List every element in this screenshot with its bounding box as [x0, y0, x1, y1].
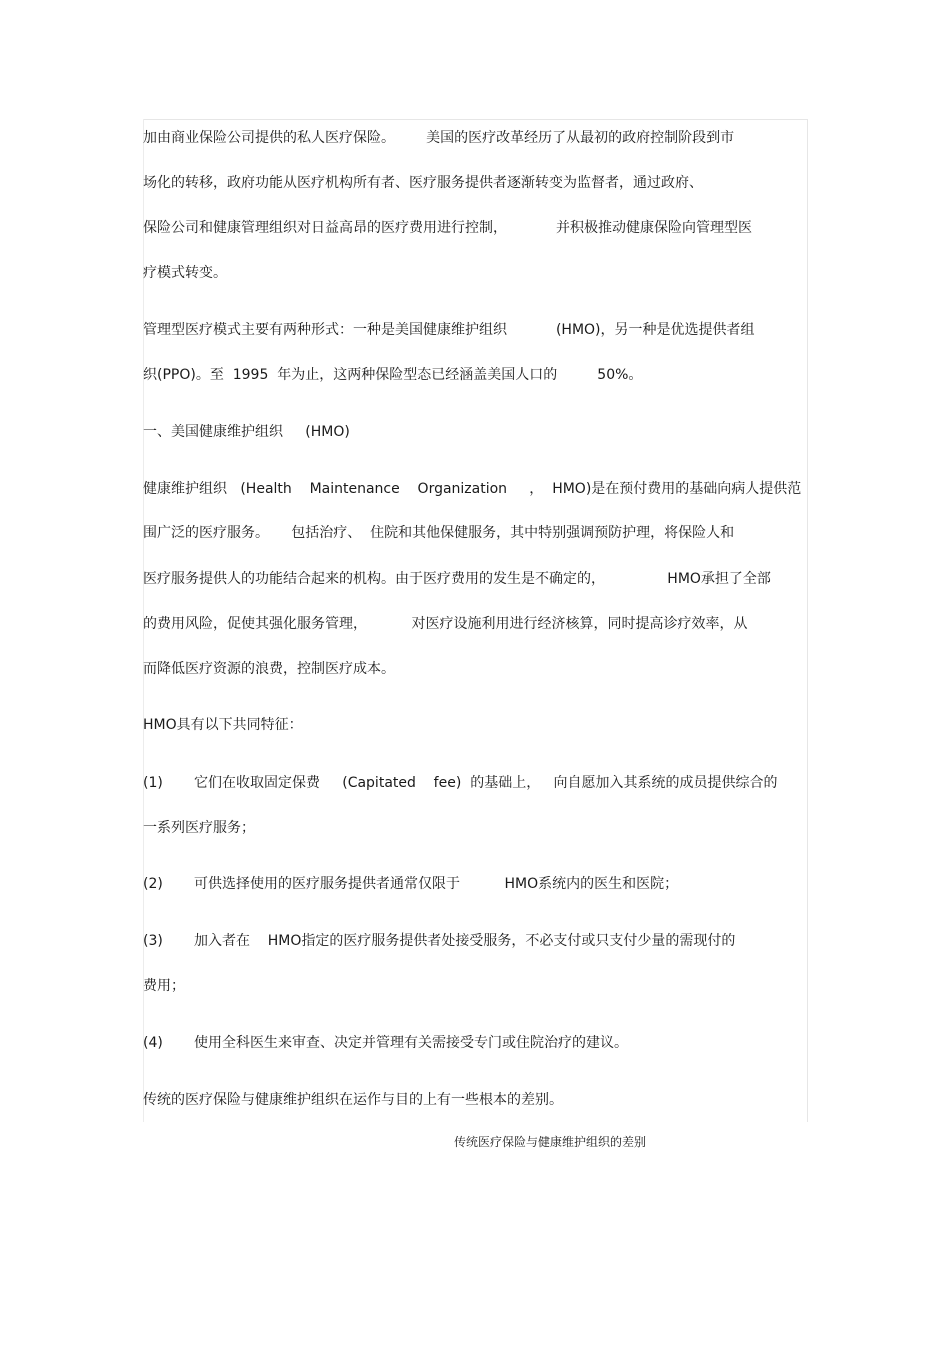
feature-3-line-1: (3) 加入者在 HMO指定的医疗服务提供者处接受服务，不必支付或只支付少量的需现付的: [143, 933, 736, 949]
frame-right-border: [807, 119, 808, 1122]
closing-line: 传统的医疗保险与健康维护组织在运作与目的上有一些根本的差别。: [143, 1092, 563, 1108]
body-line-1: 加由商业保险公司提供的私人医疗保险。 美国的医疗改革经历了从最初的政府控制阶段到市: [143, 130, 735, 146]
section-heading: 一、美国健康维护组织 (HMO): [143, 424, 350, 440]
feature-1-line-2: 一系列医疗服务；: [143, 820, 255, 836]
feature-4: (4) 使用全科医生来审查、决定并管理有关需接受专门或住院治疗的建议。: [143, 1035, 628, 1051]
body-line-8: 健康维护组织 (Health Maintenance Organization ， HMO)是在预付费用的基础向病人提供范: [143, 481, 802, 497]
table-caption: 传统医疗保险与健康维护组织的差别: [454, 1135, 647, 1149]
feature-3-line-2: 费用；: [143, 978, 185, 994]
body-line-10: 医疗服务提供人的功能结合起来的机构。由于医疗费用的发生是不确定的， HMO承担了全部: [143, 571, 771, 587]
body-line-11: 的费用风险，促使其强化服务管理， 对医疗设施利用进行经济核算，同时提高诊疗效率，从: [143, 616, 748, 632]
body-line-6: 织(PPO)。至 1995 年为止，这两种保险型态已经涵盖美国人口的 50%。: [143, 367, 643, 383]
body-line-2: 场化的转移，政府功能从医疗机构所有者、医疗服务提供者逐渐转变为监督者，通过政府、: [143, 175, 703, 191]
frame-top-border: [143, 119, 808, 120]
body-line-3: 保险公司和健康管理组织对日益高昂的医疗费用进行控制， 并积极推动健康保险向管理型医: [143, 220, 752, 236]
body-line-4: 疗模式转变。: [143, 265, 227, 281]
body-line-5: 管理型医疗模式主要有两种形式：一种是美国健康维护组织 (HMO)，另一种是优选提供者组: [143, 322, 755, 338]
features-intro: HMO具有以下共同特征：: [143, 717, 303, 733]
body-line-9: 围广泛的医疗服务。 包括治疗、 住院和其他保健服务，其中特别强调预防护理，将保险人和: [143, 525, 735, 541]
feature-1-line-1: (1) 它们在收取固定保费 (Capitated fee) 的基础上， 向自愿加入其系统的成员提供综合的: [143, 775, 778, 791]
body-line-12: 而降低医疗资源的浪费，控制医疗成本。: [143, 661, 395, 677]
feature-2: (2) 可供选择使用的医疗服务提供者通常仅限于 HMO系统内的医生和医院；: [143, 876, 679, 892]
